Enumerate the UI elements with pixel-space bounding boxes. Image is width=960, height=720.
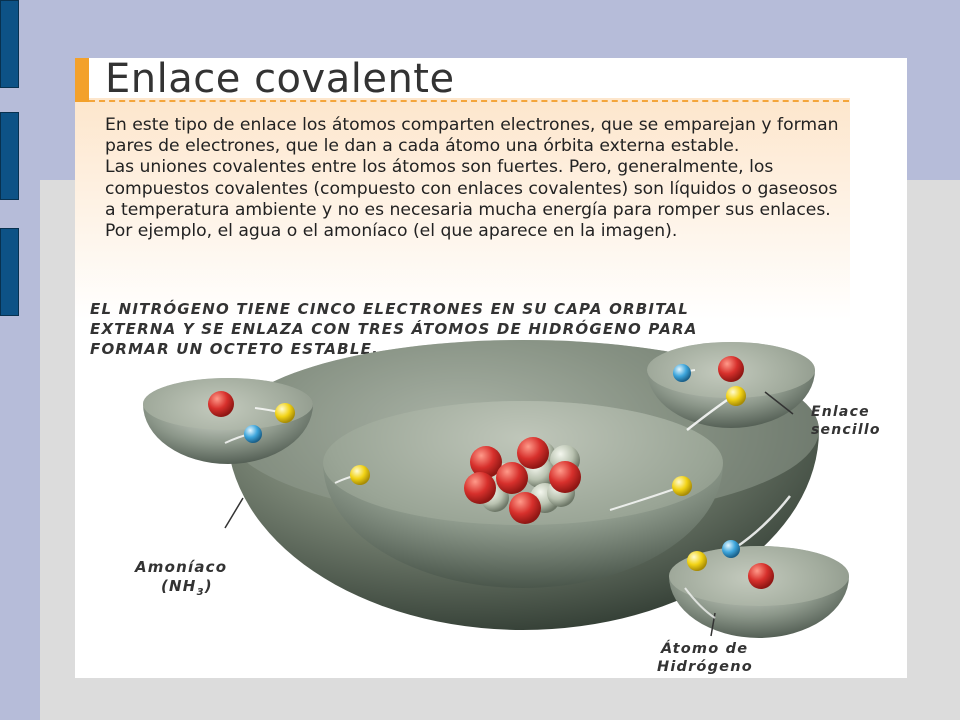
nitrogen-electron	[350, 465, 370, 485]
proton	[549, 461, 581, 493]
left-frame	[0, 0, 20, 720]
slide-tab-2[interactable]	[0, 112, 19, 200]
label-ammonia	[135, 558, 227, 602]
label-single-bond-1: Enlace	[811, 404, 870, 420]
proton	[509, 492, 541, 524]
label-ammonia-formula	[135, 577, 227, 602]
formula-nh: (NH	[161, 577, 197, 595]
proton	[464, 472, 496, 504]
slide-title: Enlace covalente	[105, 58, 455, 102]
proton	[496, 462, 528, 494]
hydrogen-electron	[673, 364, 691, 382]
hydrogen-proton	[748, 563, 774, 589]
label-single-bond	[811, 403, 881, 439]
label-single-bond-2: sencillo	[811, 422, 881, 438]
nitrogen-electron	[726, 386, 746, 406]
label-hydrogen-2: Hidrógeno	[657, 659, 753, 675]
slide-image	[75, 58, 907, 678]
label-hydrogen-atom	[657, 640, 753, 676]
label-ammonia-1: Amoníaco	[135, 558, 228, 576]
nitrogen-electron	[275, 403, 295, 423]
proton	[517, 437, 549, 469]
hydrogen-electron	[722, 540, 740, 558]
formula-close: )	[204, 577, 213, 595]
label-hydrogen-1: Átomo de	[661, 641, 749, 657]
hydrogen-proton	[718, 356, 744, 382]
diagram-caption: EL NITRÓGENO TIENE CINCO ELECTRONES EN SU CAPA ORBITAL EXTERNA Y SE ENLAZA CON TRES ÁTOMOS DE HIDRÓGENO PARA FORMAR UN OCTETO ESTABLE.	[90, 300, 698, 358]
slide-tab-1[interactable]	[0, 0, 19, 88]
formula-sub: 3	[196, 587, 205, 598]
hydrogen-proton	[208, 391, 234, 417]
nitrogen-electron	[672, 476, 692, 496]
slide-tab-3[interactable]	[0, 228, 19, 316]
hydrogen-electron	[244, 425, 262, 443]
paragraph-2: Las uniones covalentes entre los átomos son fuertes. Pero, generalmente, los compuestos covalentes (compuesto con enlaces covalentes) son líquidos o gaseosos a temperatura ambiente y no es necesaria mucha energía para romper sus enlaces. Por ejemplo, el agua o el amoníaco (el que aparece en la imagen).	[105, 157, 838, 242]
nitrogen-electron	[687, 551, 707, 571]
paragraph-1: En este tipo de enlace los átomos comparten electrones, que se emparejan y forman pares de electrones, que le dan a cada átomo una órbita externa estable.	[105, 115, 839, 157]
